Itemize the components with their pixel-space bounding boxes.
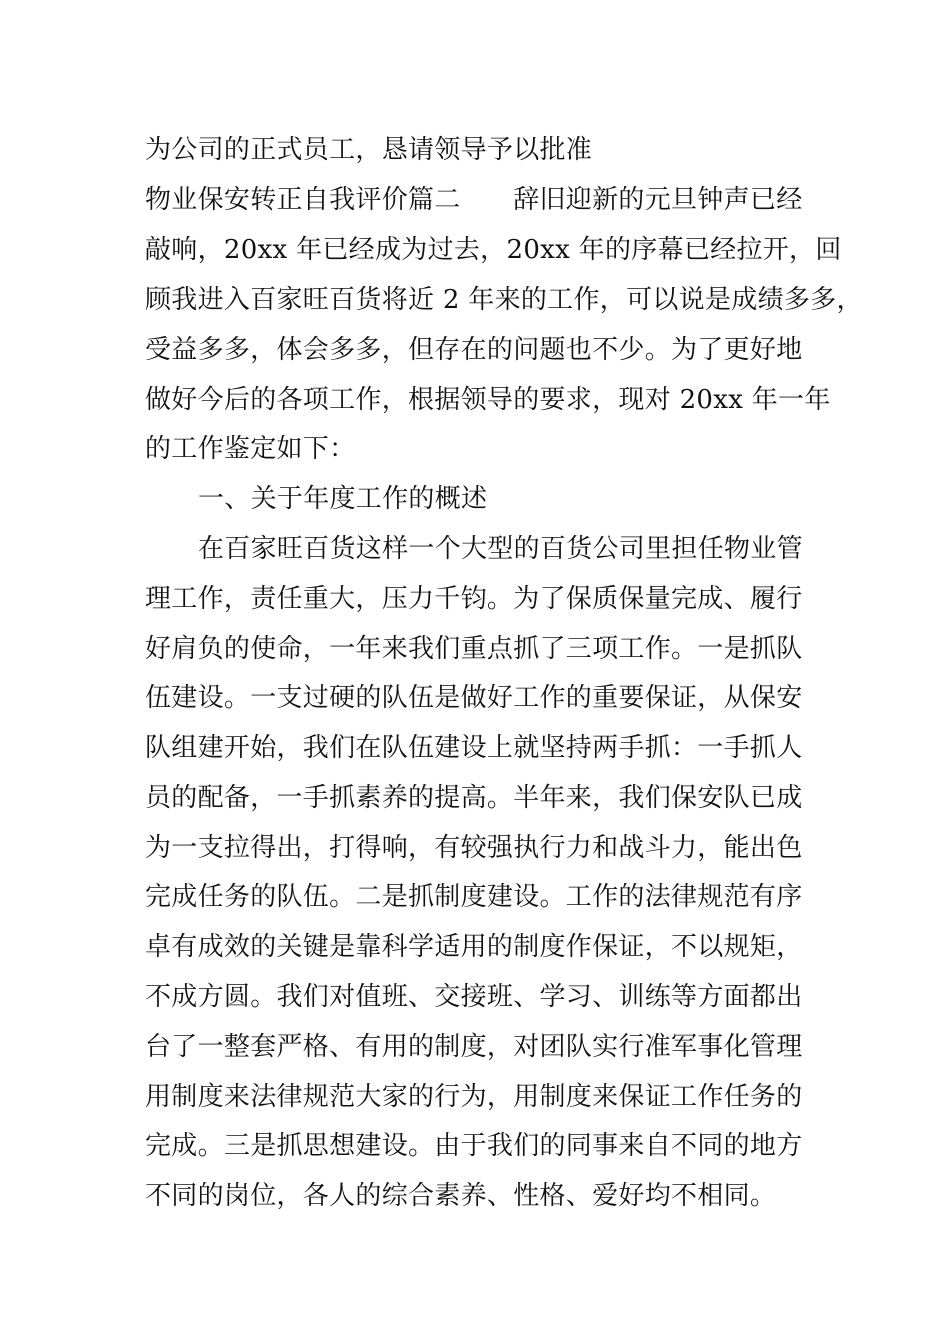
text-line: 物业保安转正自我评价篇二 辞旧迎新的元旦钟声已经 (145, 185, 803, 215)
section-heading: 一、关于年度工作的概述 (198, 484, 488, 514)
text-line: 敲响，20xx 年已经成为过去，20xx 年的序幕已经拉开，回 (145, 235, 842, 265)
text-line: 用制度来法律规范大家的行为，用制度来保证工作任务的 (145, 1082, 803, 1112)
text-line: 在百家旺百货这样一个大型的百货公司里担任物业管 (198, 534, 803, 564)
text-line: 做好今后的各项工作，根据领导的要求，现对 20xx 年一年 (145, 385, 831, 415)
text-line: 员的配备，一手抓素养的提高。半年来，我们保安队已成 (145, 783, 803, 813)
text-line: 为公司的正式员工，恳请领导予以批准 (145, 135, 593, 165)
text-line: 伍建设。一支过硬的队伍是做好工作的重要保证，从保安 (145, 683, 803, 713)
text-line: 完成。三是抓思想建设。由于我们的同事来自不同的地方 (145, 1131, 803, 1161)
text-line: 理工作，责任重大，压力千钧。为了保质保量完成、履行 (145, 584, 803, 614)
text-line: 受益多多，体会多多，但存在的问题也不少。为了更好地 (145, 335, 803, 365)
text-line: 台了一整套严格、有用的制度，对团队实行准军事化管理 (145, 1032, 803, 1062)
text-line: 顾我进入百家旺百货将近 2 年来的工作，可以说是成绩多多， (145, 285, 863, 315)
text-line: 好肩负的使命，一年来我们重点抓了三项工作。一是抓队 (145, 634, 803, 664)
text-line: 不成方圆。我们对值班、交接班、学习、训练等方面都出 (145, 982, 803, 1012)
text-line: 的工作鉴定如下： (145, 434, 356, 464)
text-line: 队组建开始，我们在队伍建设上就坚持两手抓：一手抓人 (145, 733, 803, 763)
text-line: 完成任务的队伍。二是抓制度建设。工作的法律规范有序 (145, 882, 803, 912)
text-line: 不同的岗位，各人的综合素养、性格、爱好均不相同。 (145, 1181, 777, 1211)
text-line: 卓有成效的关键是靠科学适用的制度作保证，不以规矩， (145, 932, 803, 962)
text-line: 为一支拉得出，打得响，有较强执行力和战斗力，能出色 (145, 833, 803, 863)
